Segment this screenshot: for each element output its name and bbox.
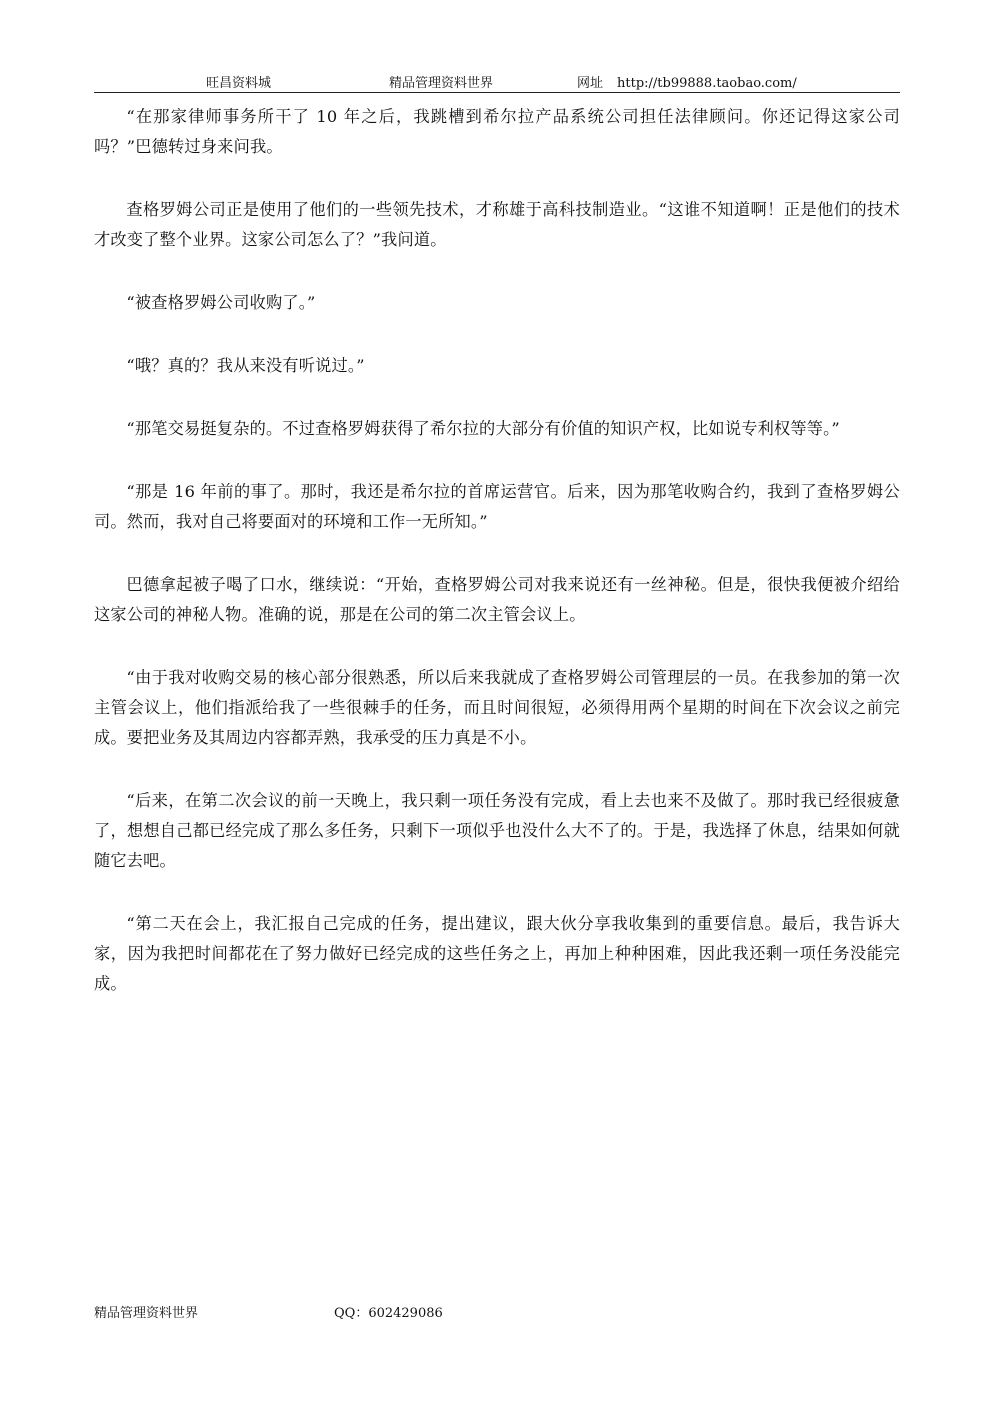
paragraph: “在那家律师事务所干了 10 年之后，我跳槽到希尔拉产品系统公司担任法律顾问。你还记得这家公司吗？”巴德转过身来问我。	[94, 107, 900, 156]
paragraph: “由于我对收购交易的核心部分很熟悉，所以后来我就成了查格罗姆公司管理层的一员。在我参加的第一次主管会议上，他们指派给我了一些很棘手的任务，而且时间很短，必须得用两个星期的时间在下次会议之前完成。要把业务及其周边内容都弄熟，我承受的压力真是不小。	[94, 668, 900, 747]
paragraph: “后来，在第二次会议的前一天晚上，我只剩一项任务没有完成，看上去也来不及做了。那时我已经很疲惫了，想想自己都已经完成了那么多任务，只剩下一项似乎也没什么大不了的。于是，我选择了休息，结果如何就随它去吧。	[94, 791, 900, 870]
footer-qq: QQ：602429086	[334, 1306, 443, 1321]
paragraph: 查格罗姆公司正是使用了他们的一些领先技术，才称雄于高科技制造业。“这谁不知道啊！正是他们的技术才改变了整个业界。这家公司怎么了？”我问道。	[94, 200, 900, 249]
paragraph: “第二天在会上，我汇报自己完成的任务，提出建议，跟大伙分享我收集到的重要信息。最后，我告诉大家，因为我把时间都花在了努力做好已经完成的这些任务之上，再加上种种困难，因此我还剩一项任务没能完成。	[94, 914, 900, 993]
header-site-name: 精品管理资料世界	[389, 76, 494, 91]
header-url-label: 网址	[577, 76, 604, 91]
paragraph: “那是 16 年前的事了。那时，我还是希尔拉的首席运营官。后来，因为那笔收购合约，我到了查格罗姆公司。然而，我对自己将要面对的环境和工作一无所知。”	[94, 482, 900, 531]
header-url-block	[577, 72, 797, 91]
paragraph: “那笔交易挺复杂的。不过查格罗姆获得了希尔拉的大部分有价值的知识产权，比如说专利权等等。”	[126, 419, 840, 438]
footer-site-name: 精品管理资料世界	[94, 1306, 199, 1321]
paragraph: “被查格罗姆公司收购了。”	[126, 293, 316, 312]
paragraph: 巴德拿起被子喝了口水，继续说：“开始，查格罗姆公司对我来说还有一丝神秘。但是，很快我便被介绍给这家公司的神秘人物。准确的说，那是在公司的第二次主管会议上。	[94, 575, 901, 624]
page-header	[94, 68, 900, 93]
document-body	[94, 102, 900, 1032]
header-shop-name: 旺昌资料城	[206, 76, 272, 91]
header-url: http://tb99888.taobao.com/	[617, 76, 797, 91]
paragraph: “哦？真的？我从来没有听说过。”	[126, 356, 365, 375]
